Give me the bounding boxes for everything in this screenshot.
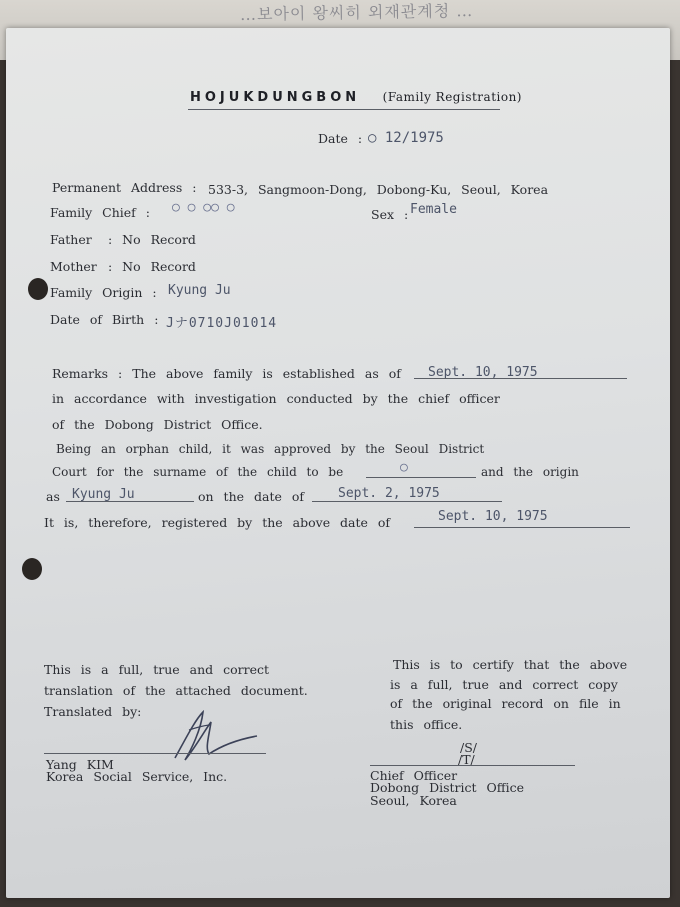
approval-date-line bbox=[312, 501, 502, 502]
registered-date-line bbox=[414, 527, 630, 528]
translator-signature-line bbox=[44, 753, 266, 754]
translator-name: Yang KIM bbox=[46, 757, 114, 772]
sex-label: Sex : bbox=[371, 207, 409, 222]
family-origin-value: Kyung Ju bbox=[168, 283, 231, 298]
remarks-line-2: in accordance with investigation conducted by the chief officer bbox=[52, 391, 500, 406]
address-value: 533-3, Sangmoon-Dong, Dobong-Ku, Seoul, Korea bbox=[208, 182, 549, 197]
officer-signature-line bbox=[370, 765, 575, 766]
title-main: HOJUKDUNGBON bbox=[190, 90, 361, 105]
sex-value: Female bbox=[410, 202, 457, 217]
translator-line-2: translation of the attached document. bbox=[44, 683, 308, 698]
date-of-birth-label: Date of Birth : bbox=[50, 312, 159, 327]
translator-organization: Korea Social Service, Inc. bbox=[46, 769, 228, 784]
officer-title: Chief Officer bbox=[370, 768, 458, 783]
title-subtitle: (Family Registration) bbox=[382, 90, 522, 104]
officer-district: Dobong District Office bbox=[370, 780, 525, 795]
underlying-sheet-text: …보아이 왕씨히 외재관계청 … bbox=[239, 0, 474, 25]
family-chief-value: ○ ○ ○○ ○ bbox=[172, 200, 235, 215]
remarks-date-established: Sept. 10, 1975 bbox=[428, 365, 538, 380]
family-chief-label: Family Chief : bbox=[50, 205, 150, 220]
family-origin-label: Family Origin : bbox=[50, 285, 157, 300]
surname-value: ○ bbox=[400, 460, 408, 475]
translator-signature bbox=[165, 700, 265, 770]
address-label: Permanent Address : bbox=[52, 180, 197, 195]
certify-line-3: of the original record on file in bbox=[390, 696, 621, 711]
date-value: ○ 12/1975 bbox=[368, 130, 444, 146]
remarks-line-5b: and the origin bbox=[481, 465, 579, 479]
translator-line-1: This is a full, true and correct bbox=[44, 662, 270, 677]
remarks-line-7: It is, therefore, registered by the above date of bbox=[44, 515, 391, 530]
signature-mark-s: /S/ bbox=[460, 740, 477, 755]
officer-city: Seoul, Korea bbox=[370, 793, 457, 808]
remarks-line-4: Being an orphan child, it was approved by the Seoul District bbox=[56, 442, 485, 456]
title-underline bbox=[188, 109, 500, 110]
remarks-line-6: as bbox=[46, 489, 60, 504]
remarks-line-6b: on the date of bbox=[198, 489, 304, 504]
date-of-birth-value: Jナ0710J01014 bbox=[166, 316, 278, 331]
signature-mark-t: /T/ bbox=[458, 752, 475, 767]
date-label: Date : bbox=[318, 131, 363, 146]
punch-hole-top bbox=[28, 278, 48, 300]
surname-line bbox=[366, 477, 476, 478]
certify-line-4: this office. bbox=[390, 717, 463, 732]
remarks-line-5: Court for the surname of the child to be bbox=[52, 465, 344, 479]
origin-value: Kyung Ju bbox=[72, 487, 135, 502]
registered-date-value: Sept. 10, 1975 bbox=[438, 509, 548, 524]
mother-label: Mother bbox=[50, 259, 97, 274]
father-value: : No Record bbox=[108, 232, 196, 247]
punch-hole-bottom bbox=[22, 558, 42, 580]
certify-line-2: is a full, true and correct copy bbox=[390, 677, 618, 692]
translator-line-3: Translated by: bbox=[44, 704, 142, 719]
remarks-line-1: Remarks : The above family is established as of bbox=[52, 366, 401, 381]
origin-line bbox=[66, 501, 194, 502]
remarks-line-3: of the Dobong District Office. bbox=[52, 417, 263, 432]
document-title bbox=[190, 90, 522, 105]
mother-value: : No Record bbox=[108, 259, 196, 274]
remarks-date-line bbox=[414, 378, 627, 379]
father-label: Father bbox=[50, 232, 92, 247]
certify-line-1: This is to certify that the above bbox=[393, 657, 628, 672]
approval-date-value: Sept. 2, 1975 bbox=[338, 486, 440, 501]
